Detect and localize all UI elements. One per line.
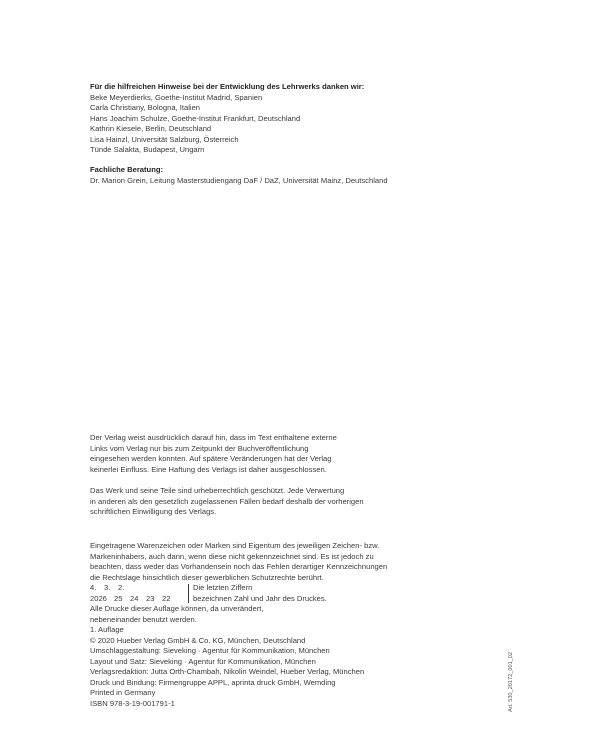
- year-number: 23: [146, 593, 155, 603]
- expert-advice-section: [90, 165, 388, 186]
- copyright-line: schriftlichen Einwilligung des Verlags.: [90, 507, 217, 516]
- printing-credit: Druck und Bindung: Firmengruppe APPL, aprinta druck GmbH, Wemding: [90, 677, 336, 687]
- impression-numbers: [90, 583, 188, 594]
- acknowledgement-person: Carla Christiany, Bologna, Italien: [90, 103, 201, 112]
- printing-numbers: [90, 583, 188, 604]
- printing-desc-line: bezeichnen Zahl und Jahr des Druckes.: [193, 593, 327, 603]
- links-disclaimer: [90, 433, 337, 475]
- year-number: 2026: [90, 593, 107, 603]
- copyright-line: in anderen als den gesetzlich zugelassenen Fällen bedarf deshalb der vorherigen: [90, 496, 364, 506]
- divider: [188, 584, 189, 603]
- year-numbers: [90, 594, 188, 605]
- disclaimer-line: Links vom Verlag nur bis zum Zeitpunkt der Buchveröffentlichung: [90, 443, 309, 453]
- impression-number: 4.: [90, 583, 97, 592]
- isbn: ISBN 978-3-19-001791-1: [90, 698, 175, 708]
- trademark-line: Eingetragene Warenzeichen oder Marken sind Eigentum des jeweiligen Zeichen- bzw.: [90, 541, 380, 550]
- acknowledgement-person: Hans Joachim Schulze, Goethe-Institut Frankfurt, Deutschland: [90, 113, 301, 123]
- imprint-line: Alle Drucke dieser Auflage können, da unverändert,: [90, 604, 264, 613]
- trademark-line: die Rechtslage hinsichtlich dieser gewerblichen Schutzrechte berührt.: [90, 572, 324, 582]
- acknowledgement-person: Kathrin Kiesele, Berlin, Deutschland: [90, 124, 212, 133]
- cover-design-credit: Umschlaggestaltung: Sieveking · Agentur für Kommunikation, München: [90, 646, 330, 655]
- printed-in: Printed in Germany: [90, 688, 156, 697]
- year-number: 24: [130, 593, 139, 603]
- acknowledgement-person: Tünde Salakta, Budapest, Ungarn: [90, 145, 205, 154]
- editorial-credit: Verlagsredaktion: Jutta Orth-Chambah, Nikolin Weindel, Hueber Verlag, München: [90, 667, 365, 676]
- acknowledgements-heading: Für die hilfreichen Hinweise bei der Entwicklung des Lehrwerks danken wir:: [90, 82, 365, 91]
- imprint-line: nebeneinander benutzt werden.: [90, 614, 197, 624]
- impression-number: 3.: [104, 583, 111, 592]
- trademark-notice: [90, 541, 387, 583]
- imprint-section: [90, 604, 364, 709]
- expert-advice-person: Dr. Marion Grein, Leitung Masterstudiengang DaF / DaZ, Universität Mainz, Deutschland: [90, 175, 388, 185]
- acknowledgement-person: Lisa Hainzl, Universität Salzburg, Österreich: [90, 134, 239, 144]
- disclaimer-line: Der Verlag weist ausdrücklich darauf hin, dass im Text enthaltene externe: [90, 433, 337, 442]
- impression-number: 2.: [118, 583, 125, 592]
- acknowledgements-section: [90, 82, 364, 156]
- copyright-line: Das Werk und seine Teile sind urheberrechtlich geschützt. Jede Verwertung: [90, 486, 345, 495]
- article-number: Art. 530_20172_001_02: [508, 651, 514, 712]
- year-number: 25: [114, 593, 123, 603]
- trademark-line: Markeninhabers, auch dann, wenn diese nicht gekennzeichnet sind. Es ist jedoch zu: [90, 551, 374, 561]
- trademark-line: beachten, dass weder das Vorhandensein noch das Fehlen derartiger Kennzeichnungen: [90, 562, 388, 571]
- printing-info: [90, 583, 327, 604]
- printing-description: [193, 583, 327, 604]
- copyright-publisher: © 2020 Hueber Verlag GmbH & Co. KG, München, Deutschland: [90, 635, 306, 645]
- expert-advice-heading: Fachliche Beratung:: [90, 165, 163, 174]
- copyright-notice: [90, 486, 364, 518]
- disclaimer-line: keinerlei Einfluss. Eine Haftung des Verlags ist daher ausgeschlossen.: [90, 464, 327, 474]
- printing-desc-line: Die letzten Ziffern: [193, 583, 253, 592]
- layout-credit: Layout und Satz: Sieveking · Agentur für Kommunikation, München: [90, 656, 316, 666]
- acknowledgement-person: Beke Meyerdierks, Goethe-Institut Madrid, Spanien: [90, 92, 263, 102]
- edition: 1. Auflage: [90, 625, 124, 634]
- year-number: 22: [162, 593, 171, 603]
- disclaimer-line: eingesehen werden konnten. Auf spätere Veränderungen hat der Verlag: [90, 454, 332, 463]
